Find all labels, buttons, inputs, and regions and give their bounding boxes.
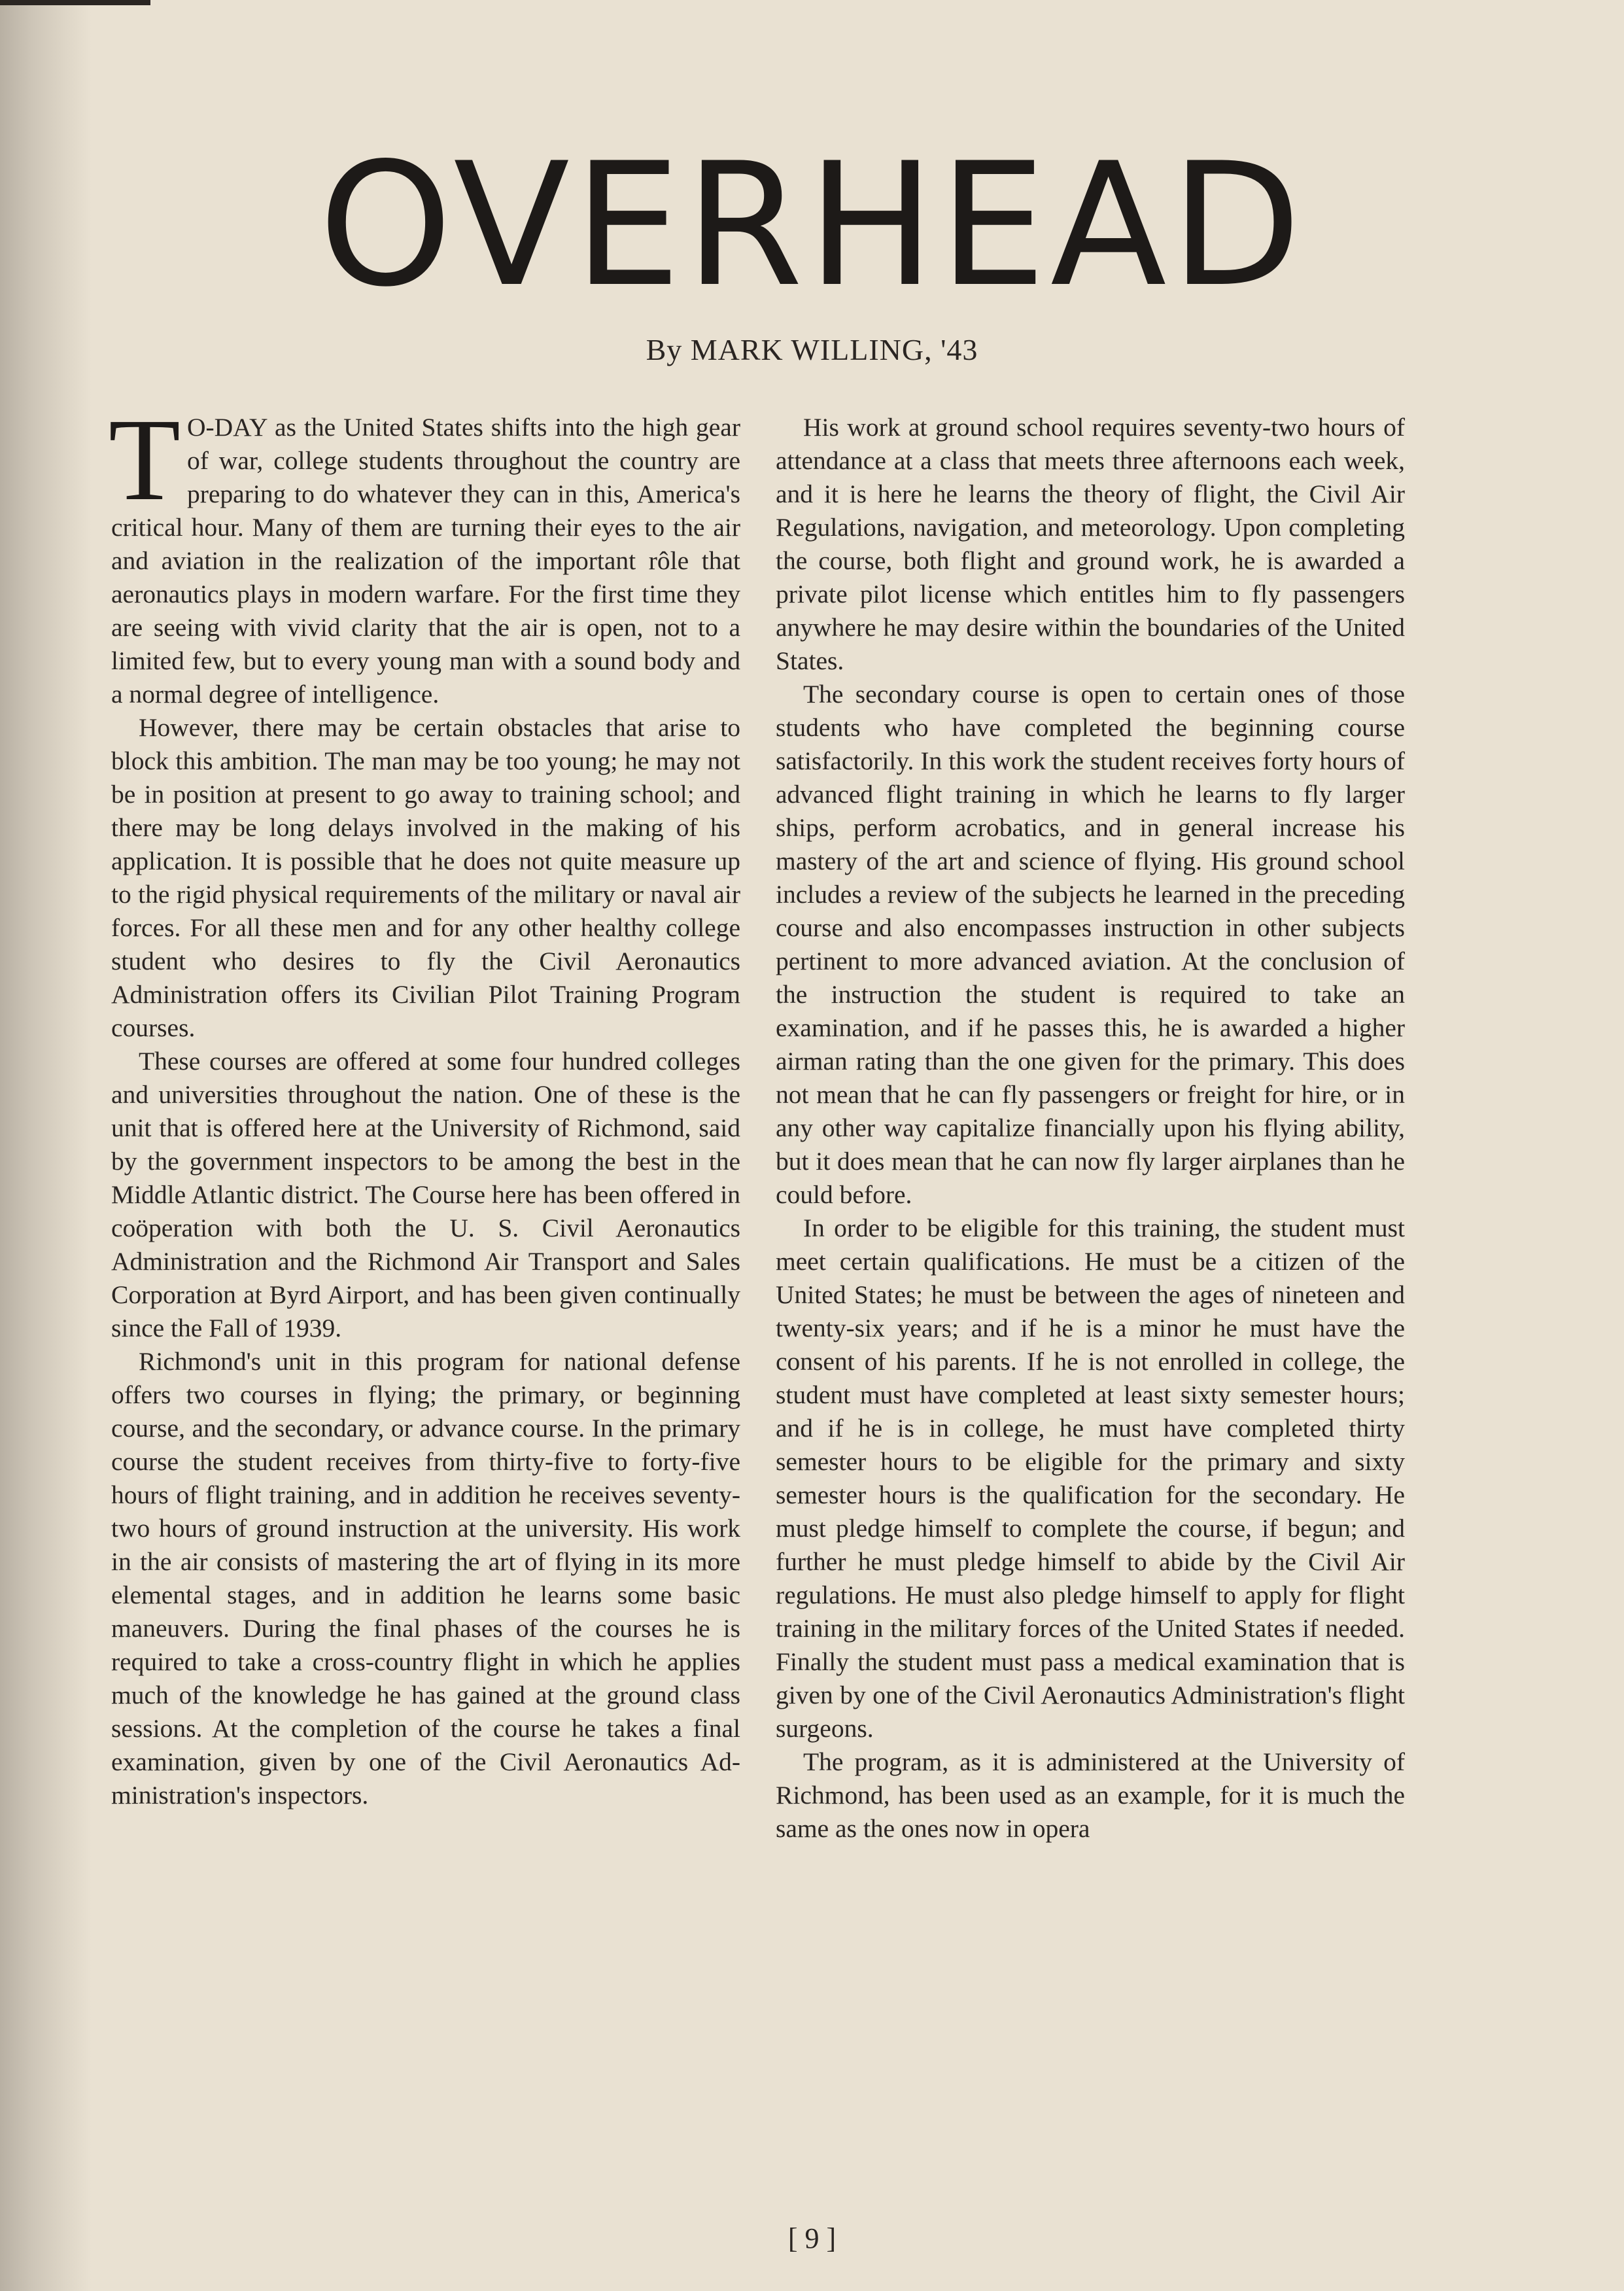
paragraph-2: However, there may be certain obstacles that arise to block this ambition. The man may be too young; he may not be in position at present to go away to training school; and there may be long delays involved in the making of his application. It is possible that he does not quite measure up to the rigid physical requirements of the military or naval air forces. For all these men and for any other healthy college student who desires to fly the Civil Aeronautics Administration offers its Civilian Pilot Training Program courses. — [111, 713, 740, 1042]
paragraph-5: His work at ground school requires seventy-two hours of attendance at a class that meets three afternoons each week, and it is here he learns the theory of flight, the Civil Air Regulations, navigation, and meteorology. Upon completing the course, both flight and ground work, he is awarded a private pilot license which entitles him to fly passengers anywhere he may desire within the boundaries of the United States. — [776, 413, 1405, 675]
paragraph-8: The program, as it is administered at the University of Richmond, has been used as an example, for it is much the same as the ones now in opera — [776, 1747, 1405, 1843]
paragraph-6: The secondary course is open to certain ones of those students who have completed the beginning course satisfactorily. In this work the student receives forty hours of advanced flight training in which he learns to fly larger ships, perform acrobatics, and in general increase his mastery of the art and science of flying. His ground school includes a review of the subjects he learned in the preceding course and also encompasses instruction in other subjects pertinent to more advanced aviation. At the conclusion of the instruction the student is required to take an examination, and if he passes this, he is awarded a higher airman rating than the one given for the primary. This does not mean that he can fly passengers or freight for hire, or in any other way capitalize financially upon his flying ability, but it does mean that he can now fly larger airplanes than he could before. — [776, 680, 1405, 1209]
paragraph-1-text: O-DAY as the United States shifts into the high gear of war, college students throughout the country are preparing to do whatever they can in this, America's critical hour. Many of them are turning their eyes to the air and aviation in the realization of the important rôle that aeronautics plays in modern warfare. For the first time they are seeing with vivid clarity that the air is open, not to a limited few, but to every young man with a sound body and a normal degree of intelligence. — [111, 413, 740, 708]
drop-cap: T — [109, 394, 181, 525]
article-byline: By MARK WILLING, '43 — [646, 333, 978, 366]
paragraph-7: In order to be eligible for this training, the student must meet certain qualifications. He must be a citizen of the United States; he must be between the ages of nineteen and twenty-six years; and if he is a minor he must have the consent of his parents. If he is not enrolled in college, the student must have completed at least sixty semester hours; and if he is in college, he must have completed thirty semester hours to be eligible for the primary and sixty semester hours is the qualification for the secondary. He must pledge himself to complete the course, if begun; and further he must pledge himself to abide by the Civil Air regulations. He must also pledge himself to apply for flight training in the military forces of the United States if needed. Finally the student must pass a medical examination that is given by one of the Civil Aeronautics Administration's flight surgeons. — [776, 1214, 1405, 1743]
paragraph-1 — [109, 394, 740, 711]
page-number: [ 9 ] — [787, 2222, 837, 2254]
paragraph-3: These courses are offered at some four hundred colleges and universities throughout the nation. One of these is the unit that is offered here at the University of Richmond, said by the government inspectors to be among the best in the Middle Atlantic district. The Course here has been offered in coöperation with both the U. S. Civil Aeronautics Administration and the Richmond Air Transport and Sales Corporation at Byrd Airport, and has been given continually since the Fall of 1939. — [111, 1047, 740, 1342]
right-column — [776, 411, 1405, 1845]
left-column — [109, 394, 740, 1812]
top-rule — [0, 0, 150, 5]
article-title: OVERHEAD — [319, 127, 1305, 324]
paragraph-4: Richmond's unit in this program for national defense offers two courses in flying; the primary, or beginning course, and the secondary, or advance course. In the primary course the student receives from thirty-five to forty-five hours of flight training, and in addition he receives seventy-two hours of ground instruction at the university. His work in the air consists of mastering the art of flying in its more elemental stages, and in addition he learns some basic maneuvers. During the final phases of the courses he is required to take a cross-country flight in which he applies much of the knowledge he has gained at the ground class sessions. At the completion of the course he takes a final examination, given by one of the Civil Aeronautics Administration's inspectors. — [111, 1347, 740, 1810]
